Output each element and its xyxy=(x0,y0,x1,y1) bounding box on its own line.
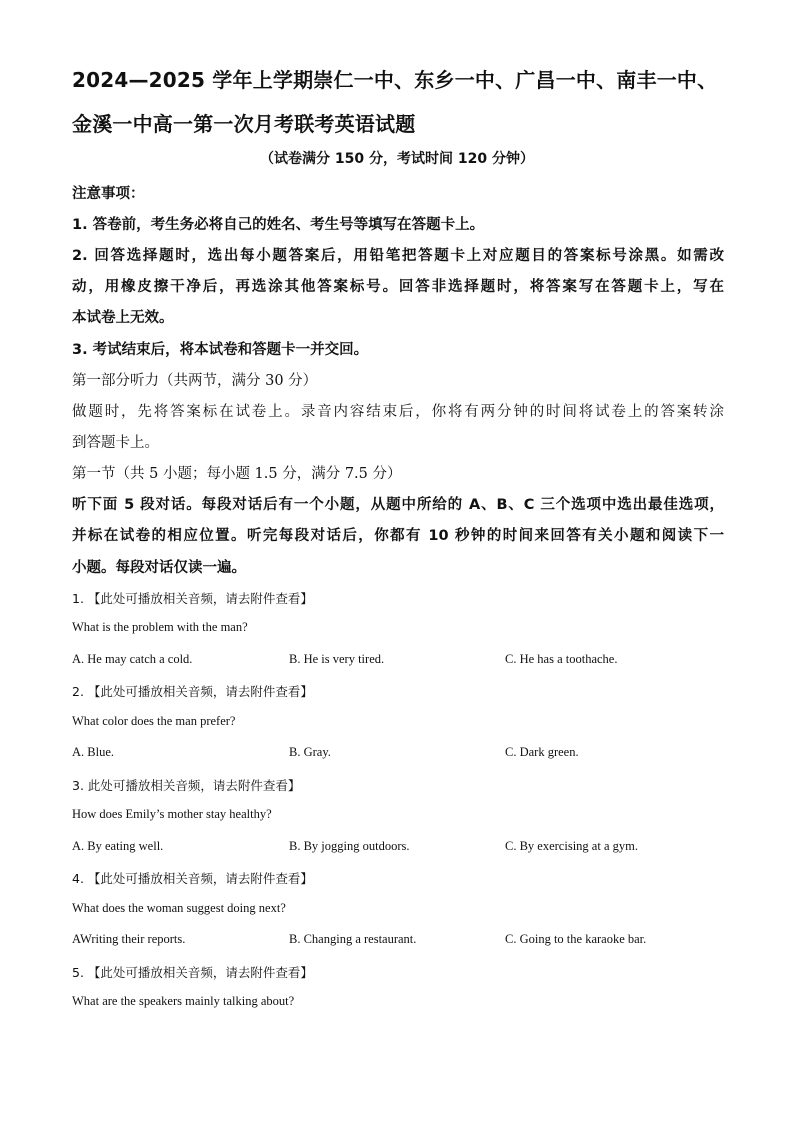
question-2-option-b: B. Gray. xyxy=(289,745,331,759)
question-5-stem: What are the speakers mainly talking about? xyxy=(72,994,295,1008)
question-1-stem: What is the problem with the man? xyxy=(72,620,248,634)
question-2-option-a: A. Blue. xyxy=(72,745,115,759)
notice-heading: 注意事项： xyxy=(72,186,145,202)
exam-title-line-2: 金溪一中高一第一次月考联考英语试题 xyxy=(72,112,416,136)
notice-item-1: 1. 答卷前，考生务必将自己的姓名、考生号等填写在答题卡上。 xyxy=(72,217,485,233)
part1-intro-line-1: 做题时，先将答案标在试卷上。录音内容结束后，你将有两分钟的时间将试卷上的答案转涂 xyxy=(72,404,724,420)
section1-intro-line-2: 并标在试卷的相应位置。听完每段对话后，你都有 10 秒钟的时间来回答有关小题和阅读下一 xyxy=(72,528,724,544)
question-3-option-b: B. By jogging outdoors. xyxy=(289,839,410,853)
section1-intro-line-3: 小题。每段对话仅读一遍。 xyxy=(72,560,246,576)
question-2-stem: What color does the man prefer? xyxy=(72,714,236,728)
question-3-stem: How does Emily’s mother stay healthy? xyxy=(72,807,272,821)
section1-intro-line-1: 听下面 5 段对话。每段对话后有一个小题，从题中所给的 A、B、C 三个选项中选出最佳选项， xyxy=(72,497,724,513)
question-5-audio-note: 5. 【此处可播放相关音频，请去附件查看】 xyxy=(72,965,313,980)
part1-intro-line-2: 到答题卡上。 xyxy=(72,435,159,451)
question-4-audio-note: 4. 【此处可播放相关音频，请去附件查看】 xyxy=(72,871,313,886)
question-4-option-a: AWriting their reports. xyxy=(72,932,186,946)
question-4-stem: What does the woman suggest doing next? xyxy=(72,901,286,915)
question-4-option-c: C. Going to the karaoke bar. xyxy=(505,932,647,946)
notice-item-2-line-1: 2. 回答选择题时，选出每小题答案后，用铅笔把答题卡上对应题目的答案标号涂黑。如需改 xyxy=(72,248,724,264)
part1-heading: 第一部分听力（共两节，满分 30 分） xyxy=(72,373,318,389)
notice-item-3: 3. 考试结束后，将本试卷和答题卡一并交回。 xyxy=(72,342,369,358)
question-3-option-a: A. By eating well. xyxy=(72,839,164,853)
notice-item-2-line-2: 动，用橡皮擦干净后，再选涂其他答案标号。回答非选择题时，将答案写在答题卡上，写在 xyxy=(72,279,724,295)
exam-title-line-1: 2024—2025 学年上学期崇仁一中、东乡一中、广昌一中、南丰一中、 xyxy=(72,68,718,92)
exam-subtitle: （试卷满分 150 分，考试时间 120 分钟） xyxy=(260,151,534,167)
section1-heading: 第一节（共 5 小题；每小题 1.5 分，满分 7.5 分） xyxy=(72,466,402,482)
question-1-option-a: A. He may catch a cold. xyxy=(72,652,193,666)
question-4-option-b: B. Changing a restaurant. xyxy=(289,932,417,946)
question-2-audio-note: 2. 【此处可播放相关音频，请去附件查看】 xyxy=(72,684,313,699)
question-1-audio-note: 1. 【此处可播放相关音频，请去附件查看】 xyxy=(72,591,313,606)
question-2-option-c: C. Dark green. xyxy=(505,745,579,759)
question-1-option-b: B. He is very tired. xyxy=(289,652,385,666)
question-3-option-c: C. By exercising at a gym. xyxy=(505,839,638,853)
notice-item-2-line-3: 本试卷上无效。 xyxy=(72,310,174,326)
question-3-audio-note: 3. 此处可播放相关音频，请去附件查看】 xyxy=(72,778,301,793)
question-1-option-c: C. He has a toothache. xyxy=(505,652,618,666)
